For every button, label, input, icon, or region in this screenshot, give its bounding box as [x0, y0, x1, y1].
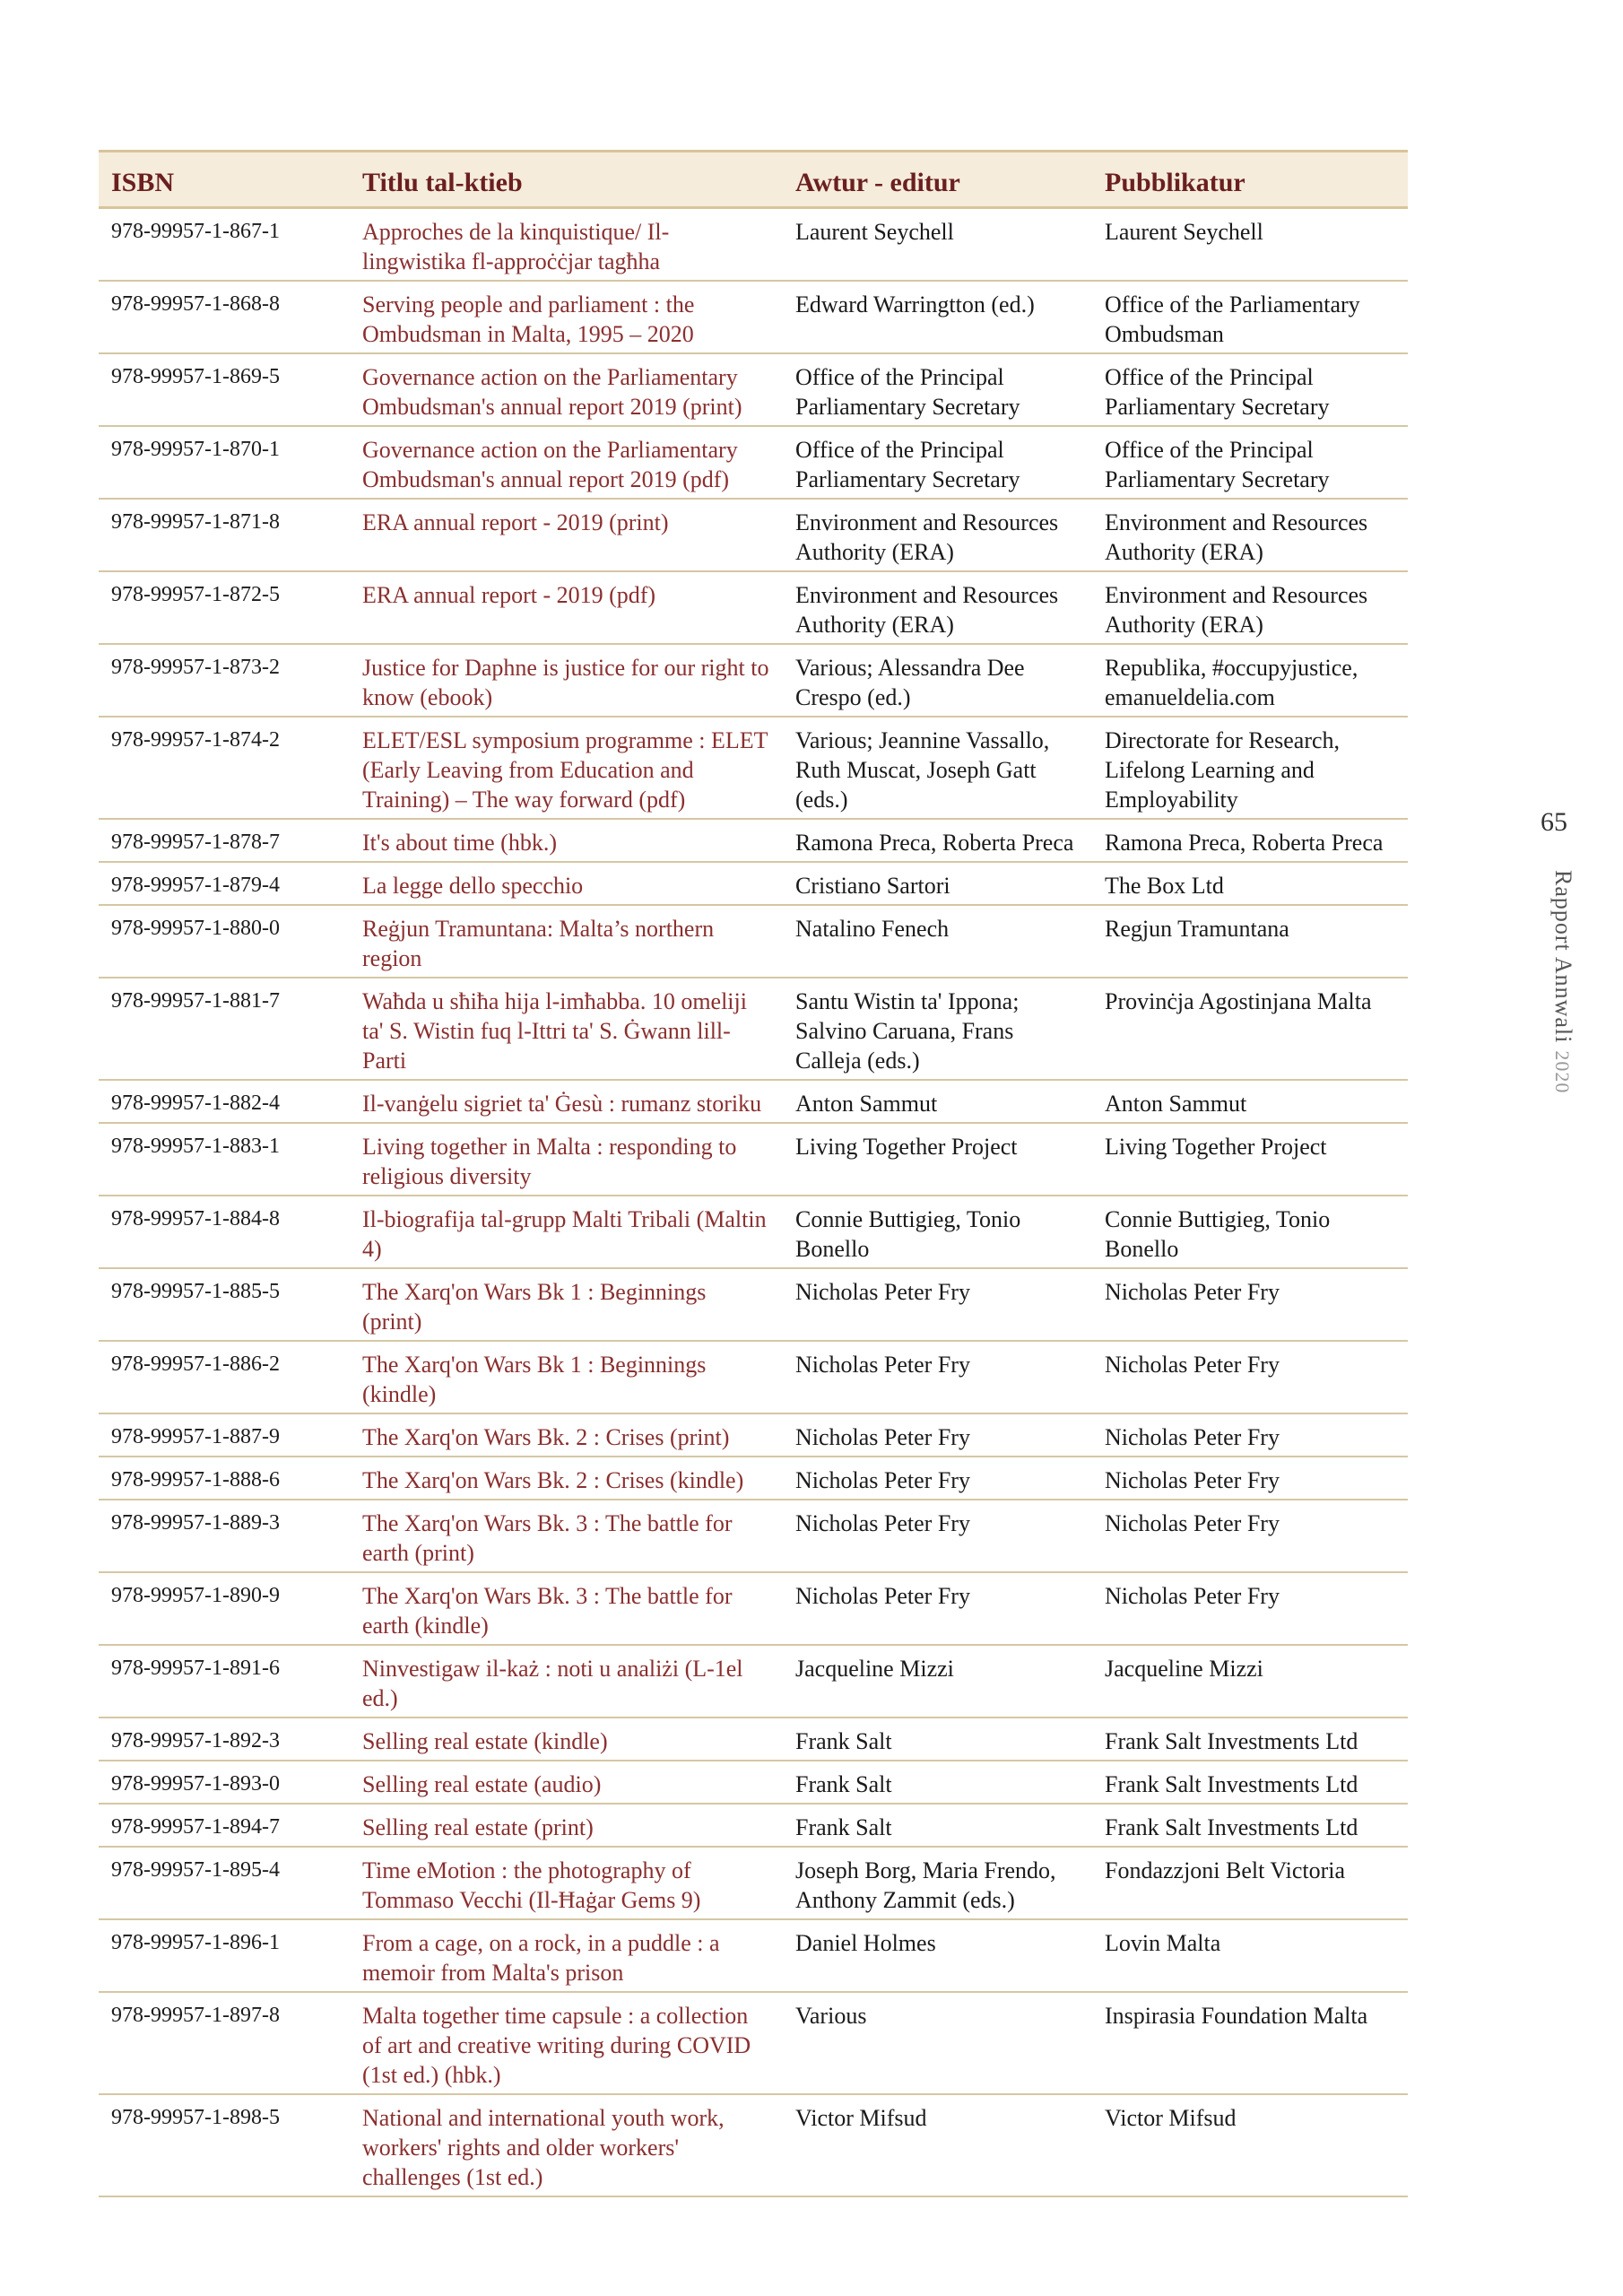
cell-isbn: 978-99957-1-891-6 — [99, 1645, 350, 1718]
cell-title: The Xarq'on Wars Bk. 2 : Crises (print) — [350, 1413, 783, 1457]
cell-isbn: 978-99957-1-896-1 — [99, 1919, 350, 1992]
table-row — [99, 1645, 1408, 1718]
cell-title: From a cage, on a rock, in a puddle : a memoir from Malta's prison — [350, 1919, 783, 1992]
cell-isbn: 978-99957-1-892-3 — [99, 1718, 350, 1761]
cell-isbn: 978-99957-1-895-4 — [99, 1847, 350, 1919]
cell-publisher: Nicholas Peter Fry — [1092, 1500, 1408, 1572]
cell-author: Joseph Borg, Maria Frendo, Anthony Zammit (eds.) — [783, 1847, 1092, 1919]
cell-title: Waħda u sħiħa hija l-imħabba. 10 omeliji ta' S. Wistin fuq l-Ittri ta' S. Ġwann lill-Parti — [350, 978, 783, 1080]
table-row — [99, 644, 1408, 717]
cell-author: Frank Salt — [783, 1761, 1092, 1804]
cell-publisher: Office of the Parliamentary Ombudsman — [1092, 281, 1408, 353]
cell-isbn: 978-99957-1-883-1 — [99, 1123, 350, 1196]
cell-author: Cristiano Sartori — [783, 862, 1092, 905]
cell-title: La legge dello specchio — [350, 862, 783, 905]
table-row — [99, 1080, 1408, 1123]
cell-isbn: 978-99957-1-881-7 — [99, 978, 350, 1080]
cell-publisher: Anton Sammut — [1092, 1080, 1408, 1123]
table-row — [99, 717, 1408, 819]
cell-isbn: 978-99957-1-889-3 — [99, 1500, 350, 1572]
running-year: 2020 — [1551, 1050, 1574, 1094]
table-row — [99, 353, 1408, 426]
table-row — [99, 1268, 1408, 1341]
cell-publisher: Connie Buttigieg, Tonio Bonello — [1092, 1196, 1408, 1268]
cell-publisher: Regjun Tramuntana — [1092, 905, 1408, 978]
table-row — [99, 499, 1408, 571]
cell-author: Victor Mifsud — [783, 2094, 1092, 2196]
cell-author: Various; Jeannine Vassallo, Ruth Muscat, Joseph Gatt (eds.) — [783, 717, 1092, 819]
cell-publisher: Nicholas Peter Fry — [1092, 1413, 1408, 1457]
cell-publisher: Provinċja Agostinjana Malta — [1092, 978, 1408, 1080]
table-row — [99, 208, 1408, 282]
cell-isbn: 978-99957-1-873-2 — [99, 644, 350, 717]
cell-publisher: Nicholas Peter Fry — [1092, 1341, 1408, 1413]
cell-title: Malta together time capsule : a collection of art and creative writing during COVID (1st ed.) (hbk.) — [350, 1992, 783, 2094]
cell-publisher: Frank Salt Investments Ltd — [1092, 1804, 1408, 1847]
cell-publisher: Republika, #occupyjustice, emanueldelia.com — [1092, 644, 1408, 717]
running-title-text: Rapport Annwali — [1550, 870, 1576, 1044]
cell-author: Edward Warringtton (ed.) — [783, 281, 1092, 353]
cell-title: Selling real estate (kindle) — [350, 1718, 783, 1761]
cell-publisher: Frank Salt Investments Ltd — [1092, 1761, 1408, 1804]
cell-publisher: Nicholas Peter Fry — [1092, 1268, 1408, 1341]
cell-publisher: Lovin Malta — [1092, 1919, 1408, 1992]
cell-title: ELET/ESL symposium programme : ELET (Early Leaving from Education and Training) – The way forward (pdf) — [350, 717, 783, 819]
table-row — [99, 1919, 1408, 1992]
cell-isbn: 978-99957-1-872-5 — [99, 571, 350, 644]
cell-publisher: Ramona Preca, Roberta Preca — [1092, 819, 1408, 862]
cell-publisher: Office of the Principal Parliamentary Secretary — [1092, 353, 1408, 426]
table-row — [99, 1718, 1408, 1761]
cell-publisher: Jacqueline Mizzi — [1092, 1645, 1408, 1718]
table-row — [99, 1341, 1408, 1413]
cell-author: Nicholas Peter Fry — [783, 1572, 1092, 1645]
cell-publisher: Fondazzjoni Belt Victoria — [1092, 1847, 1408, 1919]
cell-author: Nicholas Peter Fry — [783, 1413, 1092, 1457]
cell-title: Ninvestigaw il-każ : noti u analiżi (L-1el ed.) — [350, 1645, 783, 1718]
cell-title: National and international youth work, workers' rights and older workers' challenges (1st ed.) — [350, 2094, 783, 2196]
cell-author: Connie Buttigieg, Tonio Bonello — [783, 1196, 1092, 1268]
cell-title: The Xarq'on Wars Bk 1 : Beginnings (print) — [350, 1268, 783, 1341]
table-row — [99, 1413, 1408, 1457]
table-row — [99, 281, 1408, 353]
cell-isbn: 978-99957-1-893-0 — [99, 1761, 350, 1804]
cell-isbn: 978-99957-1-882-4 — [99, 1080, 350, 1123]
cell-author: Jacqueline Mizzi — [783, 1645, 1092, 1718]
table-row — [99, 1572, 1408, 1645]
cell-isbn: 978-99957-1-897-8 — [99, 1992, 350, 2094]
cell-author: Santu Wistin ta' Ippona; Salvino Caruana, Frans Calleja (eds.) — [783, 978, 1092, 1080]
cell-isbn: 978-99957-1-879-4 — [99, 862, 350, 905]
cell-author: Anton Sammut — [783, 1080, 1092, 1123]
cell-title: Selling real estate (print) — [350, 1804, 783, 1847]
header-author: Awtur - editur — [783, 152, 1092, 208]
cell-title: Il-vanġelu sigriet ta' Ġesù : rumanz storiku — [350, 1080, 783, 1123]
header-isbn: ISBN — [99, 152, 350, 208]
table-header-row — [99, 152, 1408, 208]
cell-publisher: Environment and Resources Authority (ERA) — [1092, 571, 1408, 644]
cell-isbn: 978-99957-1-880-0 — [99, 905, 350, 978]
cell-author: Office of the Principal Parliamentary Secretary — [783, 426, 1092, 499]
table-row — [99, 1196, 1408, 1268]
cell-publisher: Directorate for Research, Lifelong Learning and Employability — [1092, 717, 1408, 819]
cell-publisher: Inspirasia Foundation Malta — [1092, 1992, 1408, 2094]
cell-title: Governance action on the Parliamentary Ombudsman's annual report 2019 (pdf) — [350, 426, 783, 499]
cell-isbn: 978-99957-1-868-8 — [99, 281, 350, 353]
table-row — [99, 1761, 1408, 1804]
table-body — [99, 208, 1408, 2197]
cell-isbn: 978-99957-1-867-1 — [99, 208, 350, 282]
table-row — [99, 426, 1408, 499]
cell-isbn: 978-99957-1-874-2 — [99, 717, 350, 819]
header-publisher: Pubblikatur — [1092, 152, 1408, 208]
table-row — [99, 862, 1408, 905]
cell-isbn: 978-99957-1-886-2 — [99, 1341, 350, 1413]
cell-author: Environment and Resources Authority (ERA) — [783, 499, 1092, 571]
table-row — [99, 1500, 1408, 1572]
cell-author: Frank Salt — [783, 1804, 1092, 1847]
isbn-table-container — [99, 150, 1408, 2197]
cell-author: Office of the Principal Parliamentary Secretary — [783, 353, 1092, 426]
page-number: 65 — [1541, 807, 1567, 837]
cell-isbn: 978-99957-1-894-7 — [99, 1804, 350, 1847]
cell-publisher: The Box Ltd — [1092, 862, 1408, 905]
cell-author: Daniel Holmes — [783, 1919, 1092, 1992]
cell-title: The Xarq'on Wars Bk. 3 : The battle for earth (kindle) — [350, 1572, 783, 1645]
table-row — [99, 905, 1408, 978]
header-title: Titlu tal-ktieb — [350, 152, 783, 208]
cell-title: Living together in Malta : responding to religious diversity — [350, 1123, 783, 1196]
cell-publisher: Laurent Seychell — [1092, 208, 1408, 282]
cell-author: Nicholas Peter Fry — [783, 1268, 1092, 1341]
cell-author: Various — [783, 1992, 1092, 2094]
cell-title: Governance action on the Parliamentary Ombudsman's annual report 2019 (print) — [350, 353, 783, 426]
cell-title: Selling real estate (audio) — [350, 1761, 783, 1804]
running-title — [1549, 870, 1576, 1093]
table-row — [99, 1992, 1408, 2094]
cell-publisher: Living Together Project — [1092, 1123, 1408, 1196]
cell-title: Serving people and parliament : the Ombudsman in Malta, 1995 – 2020 — [350, 281, 783, 353]
cell-isbn: 978-99957-1-884-8 — [99, 1196, 350, 1268]
cell-author: Ramona Preca, Roberta Preca — [783, 819, 1092, 862]
cell-publisher: Nicholas Peter Fry — [1092, 1457, 1408, 1500]
cell-isbn: 978-99957-1-885-5 — [99, 1268, 350, 1341]
cell-author: Laurent Seychell — [783, 208, 1092, 282]
cell-title: Justice for Daphne is justice for our right to know (ebook) — [350, 644, 783, 717]
cell-title: It's about time (hbk.) — [350, 819, 783, 862]
cell-author: Living Together Project — [783, 1123, 1092, 1196]
cell-title: Approches de la kinquistique/ Il-lingwistika fl-approċċjar tagħha — [350, 208, 783, 282]
cell-isbn: 978-99957-1-869-5 — [99, 353, 350, 426]
cell-title: The Xarq'on Wars Bk 1 : Beginnings (kindle) — [350, 1341, 783, 1413]
cell-author: Nicholas Peter Fry — [783, 1500, 1092, 1572]
table-row — [99, 1847, 1408, 1919]
cell-publisher: Environment and Resources Authority (ERA) — [1092, 499, 1408, 571]
cell-author: Various; Alessandra Dee Crespo (ed.) — [783, 644, 1092, 717]
isbn-table — [99, 150, 1408, 2197]
cell-isbn: 978-99957-1-887-9 — [99, 1413, 350, 1457]
cell-publisher: Nicholas Peter Fry — [1092, 1572, 1408, 1645]
table-row — [99, 571, 1408, 644]
table-row — [99, 1457, 1408, 1500]
cell-publisher: Office of the Principal Parliamentary Secretary — [1092, 426, 1408, 499]
cell-author: Nicholas Peter Fry — [783, 1457, 1092, 1500]
cell-title: The Xarq'on Wars Bk. 3 : The battle for earth (print) — [350, 1500, 783, 1572]
cell-publisher: Victor Mifsud — [1092, 2094, 1408, 2196]
cell-title: ERA annual report - 2019 (print) — [350, 499, 783, 571]
cell-author: Nicholas Peter Fry — [783, 1341, 1092, 1413]
table-row — [99, 819, 1408, 862]
cell-publisher: Frank Salt Investments Ltd — [1092, 1718, 1408, 1761]
table-row — [99, 2094, 1408, 2196]
cell-title: ERA annual report - 2019 (pdf) — [350, 571, 783, 644]
cell-isbn: 978-99957-1-878-7 — [99, 819, 350, 862]
table-row — [99, 1123, 1408, 1196]
cell-title: Reġjun Tramuntana: Malta’s northern region — [350, 905, 783, 978]
cell-author: Natalino Fenech — [783, 905, 1092, 978]
cell-isbn: 978-99957-1-871-8 — [99, 499, 350, 571]
cell-isbn: 978-99957-1-898-5 — [99, 2094, 350, 2196]
cell-author: Environment and Resources Authority (ERA) — [783, 571, 1092, 644]
cell-title: Time eMotion : the photography of Tommaso Vecchi (Il-Ħaġar Gems 9) — [350, 1847, 783, 1919]
table-row — [99, 1804, 1408, 1847]
cell-author: Frank Salt — [783, 1718, 1092, 1761]
table-row — [99, 978, 1408, 1080]
cell-title: Il-biografija tal-grupp Malti Tribali (Maltin 4) — [350, 1196, 783, 1268]
cell-isbn: 978-99957-1-870-1 — [99, 426, 350, 499]
cell-isbn: 978-99957-1-888-6 — [99, 1457, 350, 1500]
cell-title: The Xarq'on Wars Bk. 2 : Crises (kindle) — [350, 1457, 783, 1500]
cell-isbn: 978-99957-1-890-9 — [99, 1572, 350, 1645]
